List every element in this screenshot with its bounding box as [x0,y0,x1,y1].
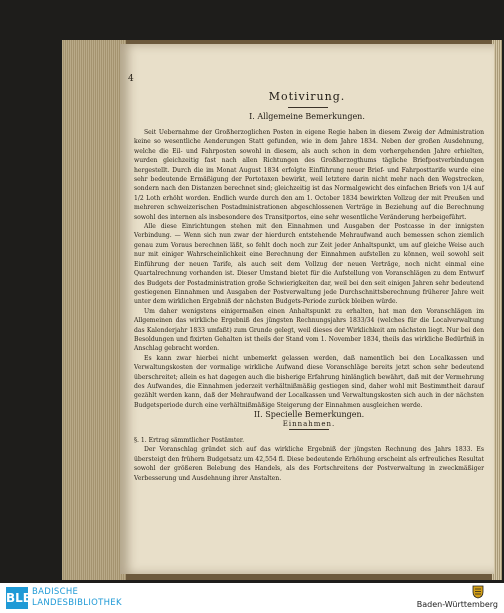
paragraph: Der Voranschlag gründet sich auf das wirkliche Ergebniß der jüngsten Rechnung des Jahrs 1833. Es übersteigt den frühern Budgetsatz um 42,554 fl. Diese bedeutende Erhöhung erscheint als erfreuliches Resultat sowohl der größeren Belebung des Handels, als des Fortschreitens der Postverwaltung in zweckmäßiger Verbesserung und Ausdehnung ihrer Anstalten. [134,446,484,482]
paragraph: Es kann zwar hierbei nicht unbemerkt gelassen werden, daß namentlich bei den Localkassen und Verwaltungskosten der vormalige wirkliche Aufwand diese Voranschläge bereits jetzt schon sehr bedeutend überschreitet; allein es hat dagegen auch die bisherige Erfahrung hinlänglich bewährt, daß mit der Vermehrung des Aufwandes, die Einnahmen jederzeit verhältnißmäßig gestiegen sind, daher wohl mit Bestimmtheit darauf gezählt werden kann, daß der Mehraufwand der Localkassen und Verwaltungskosten sich auch in der nächsten Budgetsperiode durch eine verhältnißmäßige Steigerung der Einnahmen ausgleichen werde. [134,354,484,409]
page-title: Motivirung. [268,90,346,103]
title-divider [288,107,328,108]
paragraph: Seit Uebernahme der Großherzoglichen Posten in eigene Regie haben in diesem Zweig der Administration keine so wesentliche Aenderungen Statt gefunden, wie in dem Jahre 1834. Neben der großen Ausdehnung, welche die Eil- und Fahrposten sowohl in diesem, als auch schon in dem vorhergehenden Jahre erhielten, wurden gleichzeitig fast nach allen Richtungen des Großherzogthums tägliche Briefpostverbindungen hergestellt. Durch die im Monat August 1834 erfolgte Einführung neuer Brief- und Fahrposttarife wurde eine sehr bedeutende Ermäßigung der Portotaxen bewirkt, weil letztere darin nicht mehr nach den Wegstrecken, sondern nach den Distanzen berechnet sind; gleichzeitig ist das Normalgewicht des einfachen Briefs von 1/4 auf 1/2 Loth erhöht worden. Endlich wurde durch den am 1. October 1834 bewirkten Vollzug der mit Preußen und mehreren schweizerischen Postadministrationen abgeschlossenen Verträge in Beziehung auf die Berechnung sowohl des internen als insbesondere des Transitportos, eine sehr wesentliche Veränderung herbeigeführt. [134,129,484,221]
section-heading-2: II. Specielle Bemerkungen. [253,410,365,420]
paragraph: Um daher wenigstens einigermaßen einen Anhaltspunkt zu erhalten, hat man den Voranschlägen im Allgemeinen das wirkliche Ergebniß des jüngsten Rechnungsjahrs 1833/34 (welches für die Localverwaltung das Kalenderjahr 1833 umfaßt) zum Grunde gelegt, weil dieses der Wirklichkeit am nächsten liegt. Nur bei den Besoldungen und fixirten Gehalten ist theils der Stand vom 1. November 1834, theils das wirkliche Bedürfniß in Anschlag gebracht worden. [134,307,484,353]
page-stack-left [62,40,126,580]
library-name-line2: LANDESBIBLIOTHEK [32,598,122,608]
region-label: Baden-Württemberg [416,600,498,609]
section-heading-1: I. Allgemeine Bemerkungen. [249,112,365,121]
paragraph: Alle diese Einrichtungen stehen mit den Einnahmen und Ausgaben der Postcasse in der innigsten Verbindung. — Wenn sich nun zwar der hierdurch entstehende Mehraufwand auch bemessen schon ziemlich genau zum Voraus berechnen läßt, so fehlt doch noch zur Zeit jeder Anhaltspunkt, um auf gleiche Weise auch nur mit einiger Wahrscheinlichkeit eine Berechnung der Einnahmen aufstellen zu können, weil sowohl seit Einführung der neuen Tarife, als auch seit dem Vollzug der neuen Verträge, noch nicht einmal eine Quartalrechnung vorhanden ist. Dieser Umstand bietet für die Aufstellung von Voranschlägen zu dem Entwurf des Budgets der Postadministration große Schwierigkeiten dar, weil bei den seit einigen Jahren sehr bedeutend gestiegenen Einnahmen und Ausgaben der Postverwaltung jede Durchschnittsberechnung früherer Jahre weit unter dem wirklichen Ergebniß der nächsten Budgets-Periode zurück bleiben würde. [134,223,484,306]
coat-of-arms-icon [470,585,486,599]
page-body [134,128,484,483]
library-name-line1: BADISCHE [32,587,79,597]
library-footer [0,583,504,613]
book-page [120,44,494,574]
blb-logo[interactable]: BLB [6,587,28,609]
subsection-divider [289,429,329,430]
subsection-heading: Einnahmen. [282,419,336,428]
paragraph-section-title: §. 1. Ertrag sämmtlicher Postämter. [134,437,245,444]
page-number: 4 [128,74,134,84]
